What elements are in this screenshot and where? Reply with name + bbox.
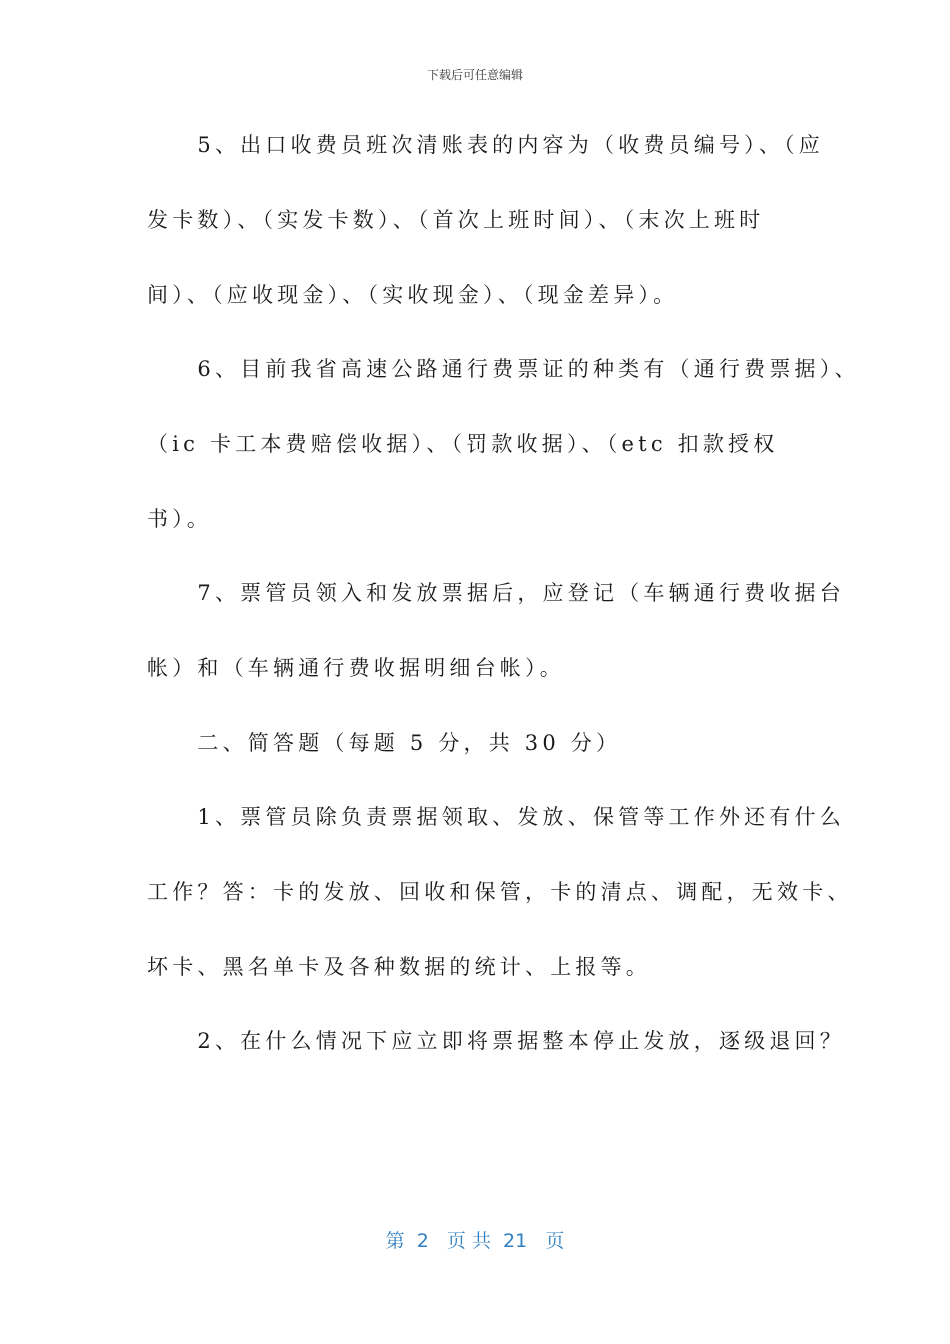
paragraph-line: 工作？答：卡的发放、回收和保管，卡的清点、调配，无效卡、 bbox=[147, 880, 853, 904]
paragraph-line: 6、目前我省高速公路通行费票证的种类有（通行费票据）、 bbox=[147, 357, 860, 381]
paragraph-line: （ic 卡工本费赔偿收据）、（罚款收据）、（etc 扣款授权 bbox=[147, 432, 779, 456]
paragraph-line: 坏卡、黑名单卡及各种数据的统计、上报等。 bbox=[147, 955, 651, 979]
paragraph-line: 7、票管员领入和发放票据后，应登记（车辆通行费收据台 bbox=[147, 581, 845, 605]
paragraph-line: 发卡数）、（实发卡数）、（首次上班时间）、（末次上班时 bbox=[147, 208, 765, 232]
paragraph-line: 间）、（应收现金）、（实收现金）、（现金差异）。 bbox=[147, 283, 679, 307]
paragraph-line: 2、在什么情况下应立即将票据整本停止发放，逐级退回？ bbox=[147, 1029, 845, 1053]
paragraph-line: 5、出口收费员班次清账表的内容为（收费员编号）、（应 bbox=[147, 133, 824, 157]
page-number-footer: 第 2 页 共 21 页 bbox=[385, 1230, 565, 1252]
section-heading: 二、简答题（每题 5 分，共 30 分） bbox=[147, 731, 622, 755]
paragraph-line: 书）。 bbox=[147, 507, 213, 531]
paragraph-line: 1、票管员除负责票据领取、发放、保管等工作外还有什么 bbox=[147, 805, 845, 829]
paragraph-line: 帐）和（车辆通行费收据明细台帐）。 bbox=[147, 656, 565, 680]
page-header-note: 下载后可任意编辑 bbox=[426, 68, 523, 82]
